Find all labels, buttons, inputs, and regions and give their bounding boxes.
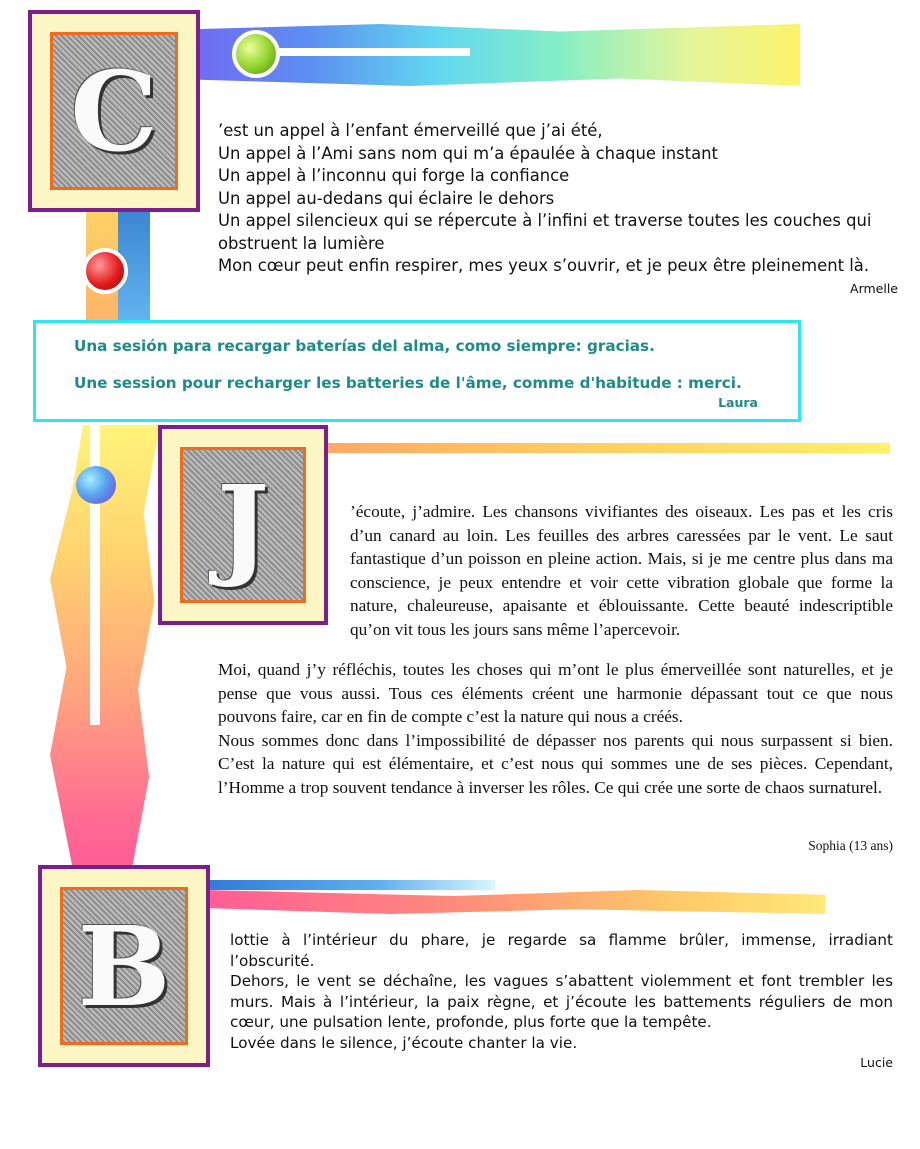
dropcap-frame-c xyxy=(28,10,200,212)
dropcap-j: J xyxy=(183,450,303,600)
signature-sophia: Sophia (13 ans) xyxy=(808,838,893,853)
sophia-paragraphs xyxy=(218,658,893,799)
sophia-paragraph-1 xyxy=(350,500,893,641)
signature-armelle: Armelle xyxy=(850,280,898,296)
dropcap-frame-j xyxy=(158,425,328,625)
signature-lucie: Lucie xyxy=(860,1055,893,1070)
poem-line: Un appel à l’inconnu qui forge la confiance xyxy=(218,166,570,185)
paragraph: Moi, quand j’y réfléchis, toutes les choses qui m’ont le plus émerveillée sont naturelles, et je pense que vous aussi. Tous ces éléments créent une harmonie dépassant tout ce que nous pouvons faire, car en fin de compte c’est la nature qui nous a créés. xyxy=(218,660,893,726)
paragraph: Nous sommes donc dans l’impossibilité de dépasser nos parents qui nous surpassent si bien. C’est la nature qui est élémentaire, et c’est nous qui sommes une de ses pièces. Cependant, l’Homme a trop souvent tendance à inverser les rôles. Ce qui crée une sorte de chaos surnaturel. xyxy=(218,730,893,797)
quote-spanish: Una sesión para recargar baterías del alma, como siempre: gracias. xyxy=(74,337,655,355)
dropcap-c: C xyxy=(53,35,175,187)
poem-line: ’est un appel à l’enfant émerveillé que j’ai été, xyxy=(218,121,603,140)
dropcap-b: B xyxy=(63,890,185,1042)
poem-line: Un appel silencieux qui se répercute à l’infini et traverse toutes les couches qui obstruent la lumière xyxy=(218,211,872,253)
dropcap-frame-b xyxy=(38,865,210,1067)
signature-laura: Laura xyxy=(718,395,758,410)
paragraph: lottie à l’intérieur du phare, je regarde sa flamme brûler, immense, irradiant l’obscurité. xyxy=(230,931,893,970)
decorative-ribbon-bottom-pink xyxy=(205,890,825,914)
poem-line: Un appel à l’Ami sans nom qui m’a épaulée à chaque instant xyxy=(218,143,718,163)
blue-ball-ornament xyxy=(76,466,116,504)
poem-armelle xyxy=(218,120,898,300)
paragraph: Dehors, le vent se déchaîne, les vagues s’abattent violemment et font trembler les murs. Mais à l’intérieur, la paix règne, et j’écoute les battements réguliers de mon cœur, une pulsation lente, profonde, plus forte que la tempête. xyxy=(230,972,893,1032)
quote-french: Une session pour recharger les batteries de l'âme, comme d'habitude : merci. xyxy=(74,374,742,392)
poem-line: Un appel au-dedans qui éclaire le dehors xyxy=(218,188,555,208)
text-lucie xyxy=(230,930,893,1054)
decorative-ribbon-middle xyxy=(325,443,890,453)
green-ball-ornament xyxy=(232,30,280,78)
quote-box-laura xyxy=(33,320,801,422)
paragraph: ’écoute, j’admire. Les chansons vivifiantes des oiseaux. Les pas et les cris d’un canard au loin. Les feuilles des arbres caressées par le vent. Le saut fantastique d’un poisson en pleine action. Mais, si je me centre plus dans ma conscience, je peux entendre et voir cette vibration globale que forme la nature, chaleureuse, apaisante et éblouissante. Cette beauté indescriptible qu’on vit tous les jours sans même l’apercevoir. xyxy=(350,502,893,639)
decorative-ribbon-bottom-blue xyxy=(205,880,495,890)
paragraph: Lovée dans le silence, j’écoute chanter la vie. xyxy=(230,1033,578,1052)
decorative-bar xyxy=(270,48,470,56)
poem-line: Mon cœur peut enfin respirer, mes yeux s’ouvrir, et je peux être pleinement là. xyxy=(218,256,870,275)
red-ball-ornament xyxy=(82,248,128,294)
